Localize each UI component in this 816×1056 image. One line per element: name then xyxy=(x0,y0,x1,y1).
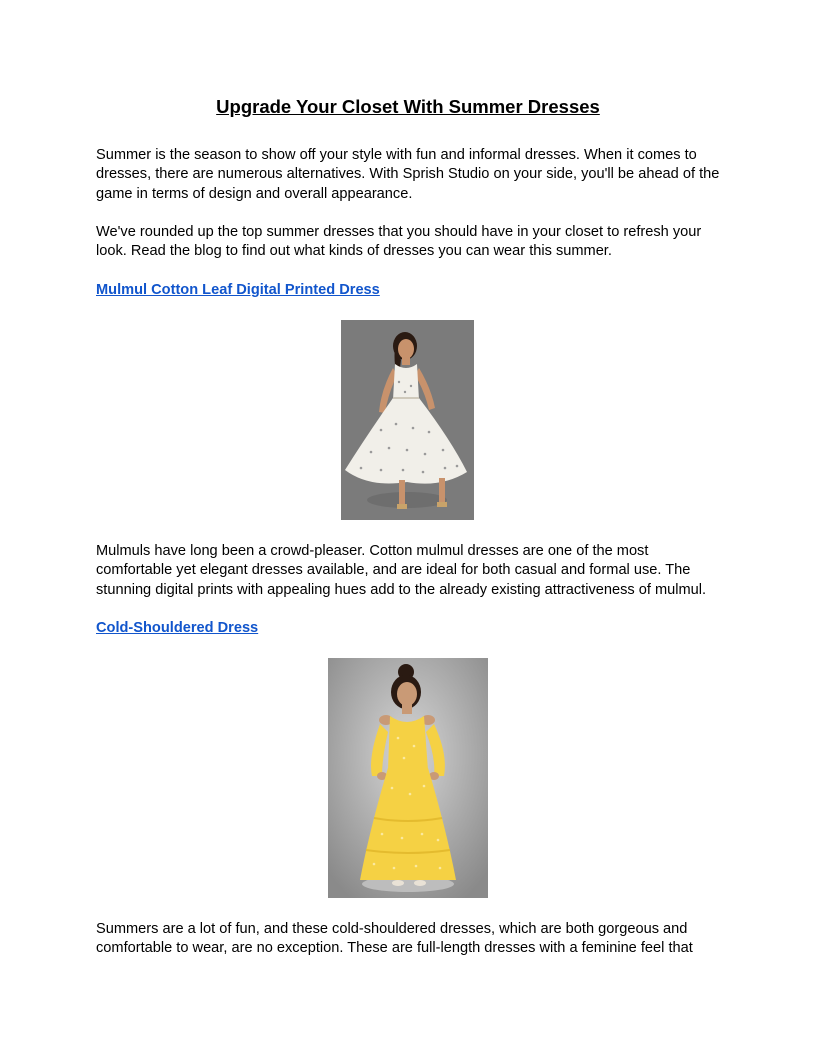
page-title: Upgrade Your Closet With Summer Dresses xyxy=(216,96,600,117)
mulmul-dress-illustration xyxy=(341,320,474,520)
mulmul-dress-photo xyxy=(341,320,474,520)
cold-shouldered-dress-illustration xyxy=(328,658,488,898)
intro-paragraph-1: Summer is the season to show off your style with fun and informal dresses. When it comes to dresses, there are numerous alternatives. With Sprish Studio on your side, you'll be ahead of the game in terms of design and overall appearance. xyxy=(96,147,720,202)
section-link-cold-shouldered-dress[interactable]: Cold-Shouldered Dress xyxy=(96,620,259,636)
section-link-mulmul-dress[interactable]: Mulmul Cotton Leaf Digital Printed Dress xyxy=(96,282,380,298)
mulmul-dress-description: Mulmuls have long been a crowd-pleaser. Cotton mulmul dresses are one of the most comfortable yet elegant dresses available, and are ideal for both casual and formal use. The stunning digital prints with appealing hues add to the already existing attractiveness of mulmul. xyxy=(96,543,707,598)
cold-shouldered-dress-photo xyxy=(328,658,488,898)
cold-shouldered-dress-description: Summers are a lot of fun, and these cold-shouldered dresses, which are both gorgeous and comfortable to wear, are no exception. These are full-length dresses with a feminine feel that xyxy=(96,921,693,957)
intro-paragraph-2: We've rounded up the top summer dresses that you should have in your closet to refresh your look. Read the blog to find out what kinds of dresses you can wear this summer. xyxy=(96,224,702,260)
